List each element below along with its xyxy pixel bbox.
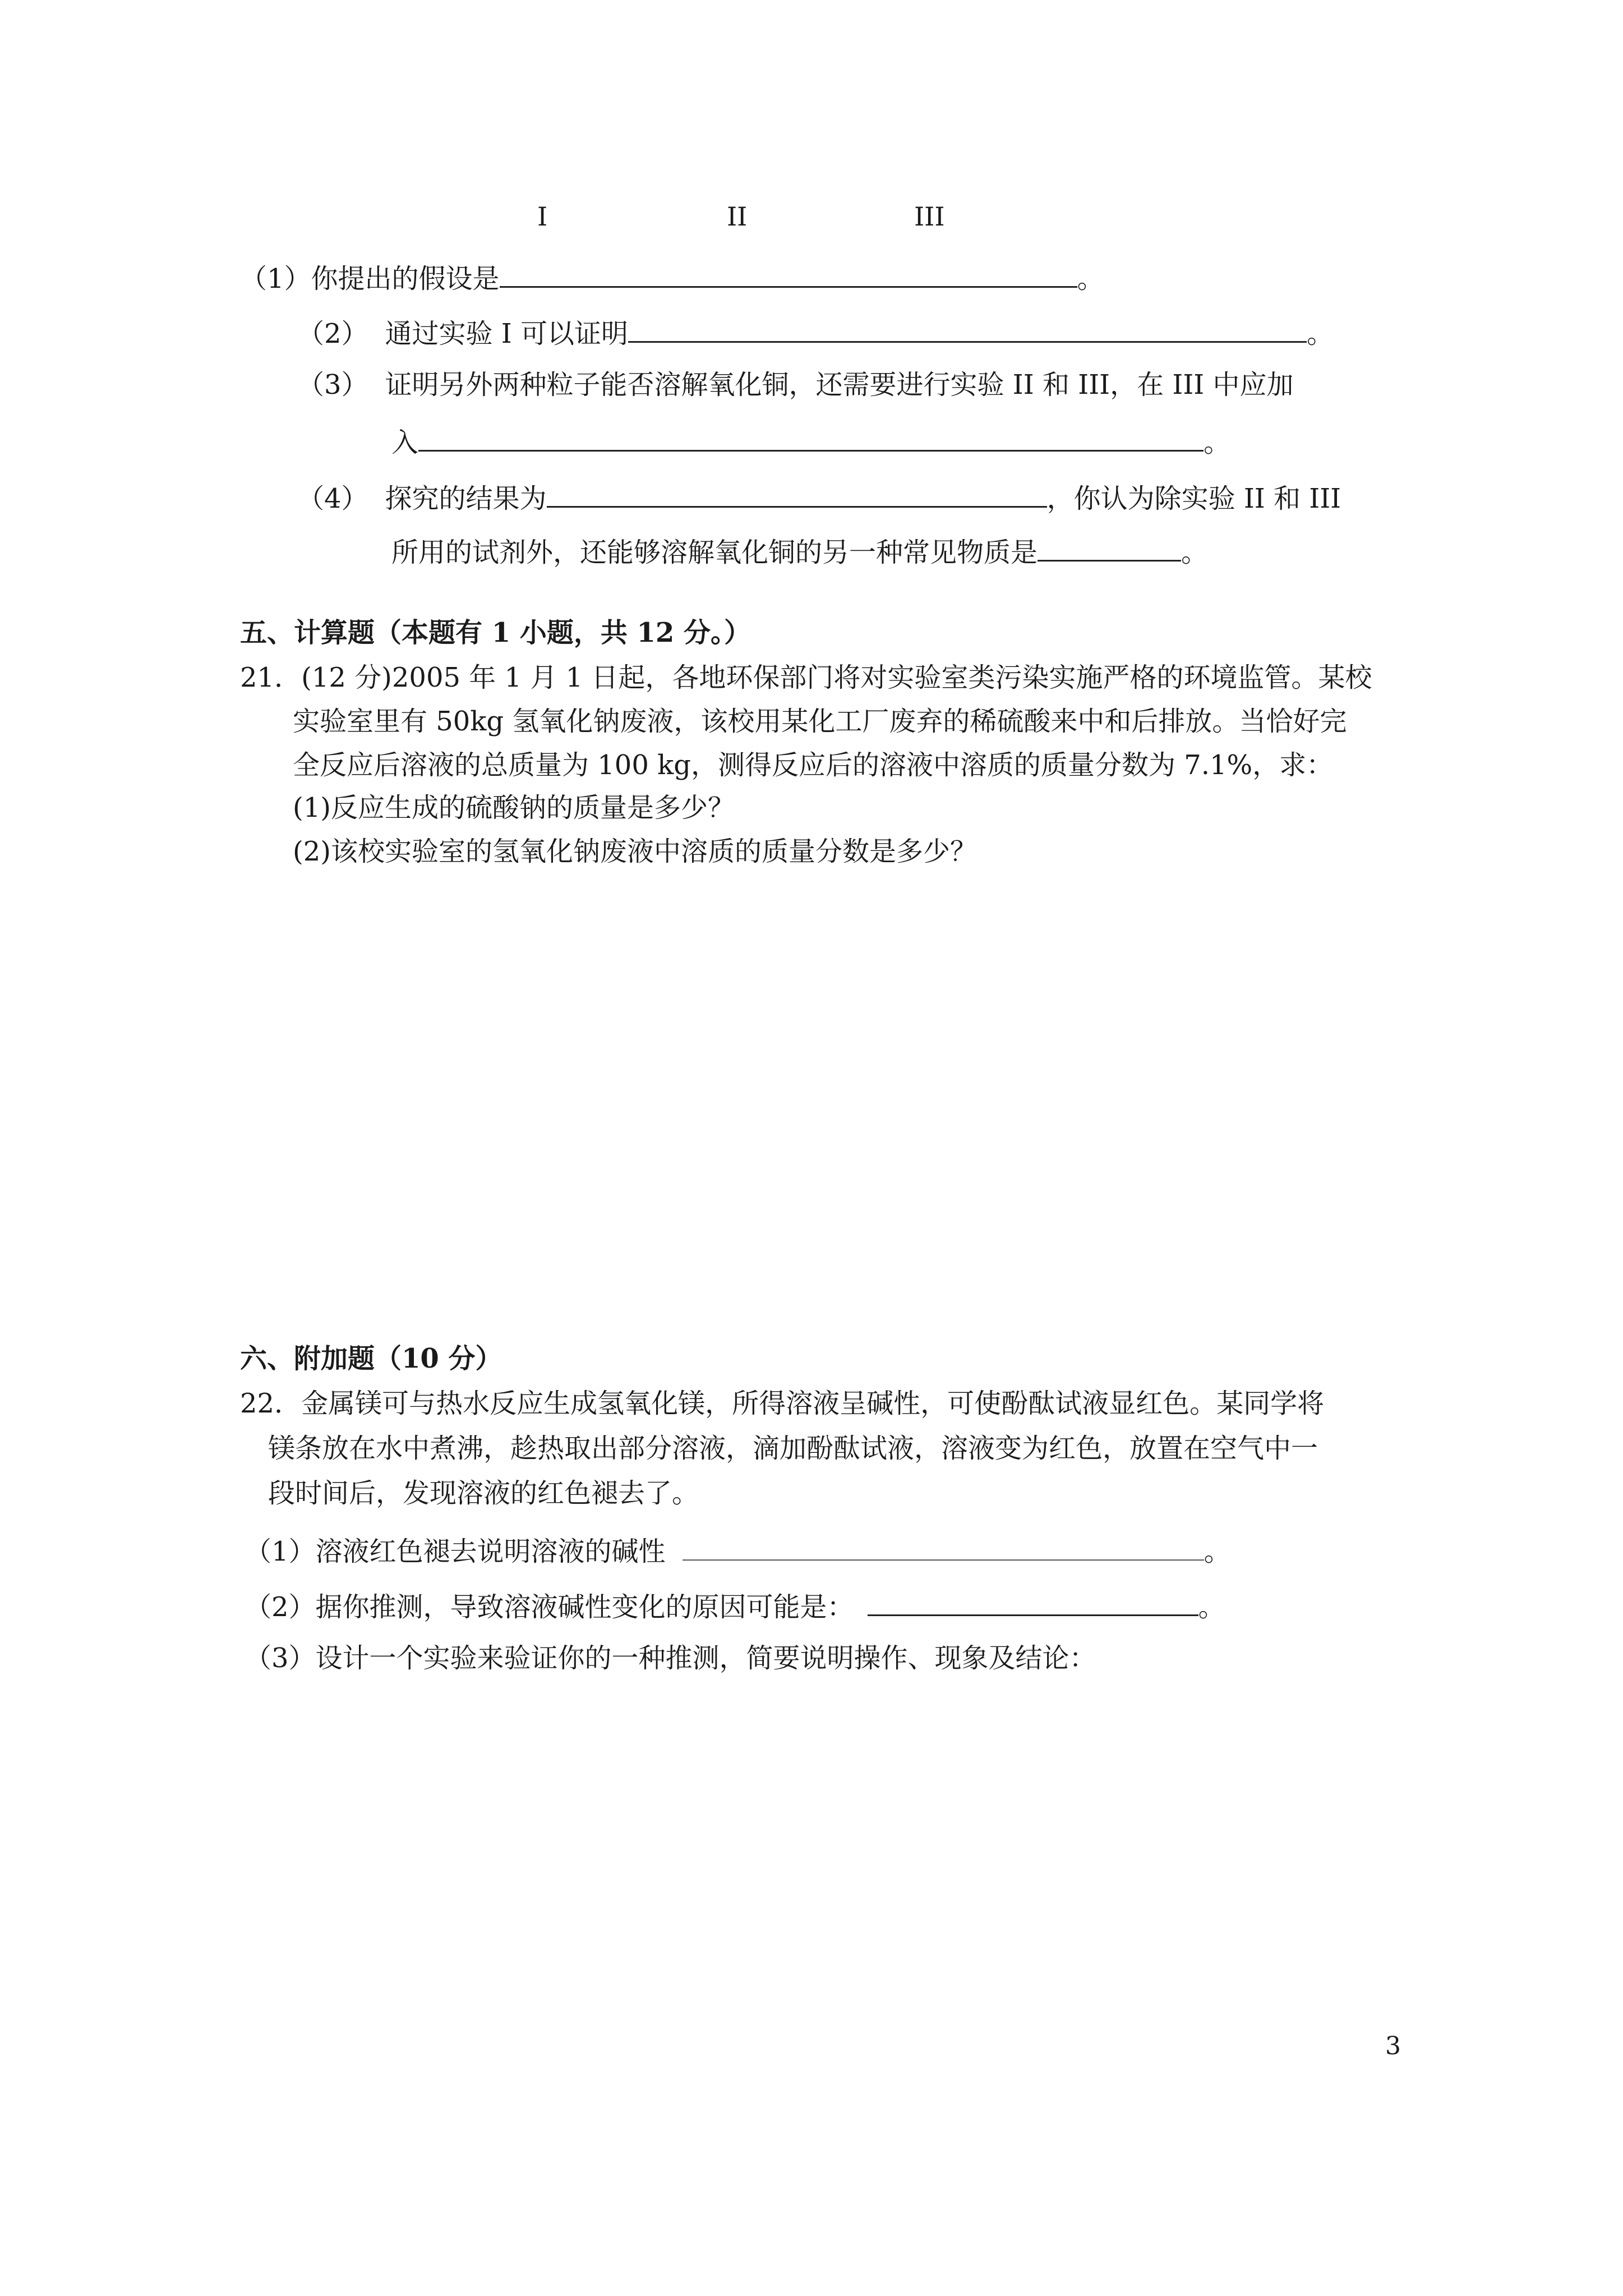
figure-label-3: III <box>914 201 945 232</box>
q21-sub-1: (1)反应生成的硫酸钠的质量是多少？ <box>293 792 735 823</box>
answer-blank-q20-2[interactable] <box>628 313 1307 343</box>
q22-sub-2: （2）据你推测，导致溶液碱性变化的原因可能是： 。 <box>245 1586 1225 1624</box>
q20-part-1: （1）你提出的假设是 。 <box>240 258 1104 296</box>
q22-line-2: 镁条放在水中煮沸，趁热取出部分溶液，滴加酚酞试液，溶液变为红色，放置在空气中一 <box>268 1433 1318 1464</box>
answer-blank-q20-4a[interactable] <box>547 478 1047 508</box>
answer-blank-q20-4b[interactable] <box>1038 532 1181 562</box>
q22-line-3: 段时间后，发现溶液的红色褪去了。 <box>268 1478 699 1509</box>
q20-part-3-cont: 入 。 <box>391 422 1230 459</box>
q21-line-1: 21．(12 分)2005 年 1 月 1 日起，各地环保部门将对实验室类污染实施严格的环境监管。某校 <box>240 662 1372 693</box>
answer-blank-q20-1[interactable] <box>500 258 1077 288</box>
q20-part-4: （4） 探究的结果为 ，你认为除实验 II 和 III <box>297 478 1341 516</box>
q20-part-3: （3） 证明另外两种粒子能否溶解氧化铜，还需要进行实验 II 和 III，在 III 中应加 <box>297 369 1294 401</box>
figure-label-2: II <box>727 201 748 232</box>
q20-part-2: （2） 通过实验 I 可以证明 。 <box>297 313 1334 351</box>
page-number: 3 <box>1385 2032 1401 2060</box>
q22-line-1: 22．金属镁可与热水反应生成氢氧化镁，所得溶液呈碱性，可使酚酞试液显红色。某同学将 <box>240 1388 1325 1419</box>
answer-blank-q22-1[interactable] <box>683 1531 1204 1561</box>
q21-sub-2: (2)该校实验室的氢氧化钠废液中溶质的质量分数是多少？ <box>293 836 977 867</box>
q21-line-2: 实验室里有 50kg 氢氧化钠废液，该校用某化工厂废弃的稀硫酸来中和后排放。当恰好完 <box>293 706 1347 737</box>
figure-label-1: I <box>537 201 548 232</box>
q22-sub-1: （1）溶液红色褪去说明溶液的碱性 。 <box>245 1531 1231 1568</box>
answer-blank-q20-3[interactable] <box>418 422 1204 452</box>
q20-part-4-cont: 所用的试剂外，还能够溶解氧化铜的另一种常见物质是 。 <box>391 532 1208 569</box>
section-5-title: 五、计算题（本题有 1 小题，共 12 分。） <box>240 617 751 648</box>
section-6-title: 六、附加题（10 分） <box>240 1343 502 1374</box>
q22-sub-3: （3）设计一个实验来验证你的一种推测，简要说明操作、现象及结论： <box>245 1642 1096 1674</box>
answer-blank-q22-2[interactable] <box>868 1586 1198 1616</box>
q21-line-3: 全反应后溶液的总质量为 100 kg，测得反应后的溶液中溶质的质量分数为 7.1%，求： <box>293 749 1334 781</box>
